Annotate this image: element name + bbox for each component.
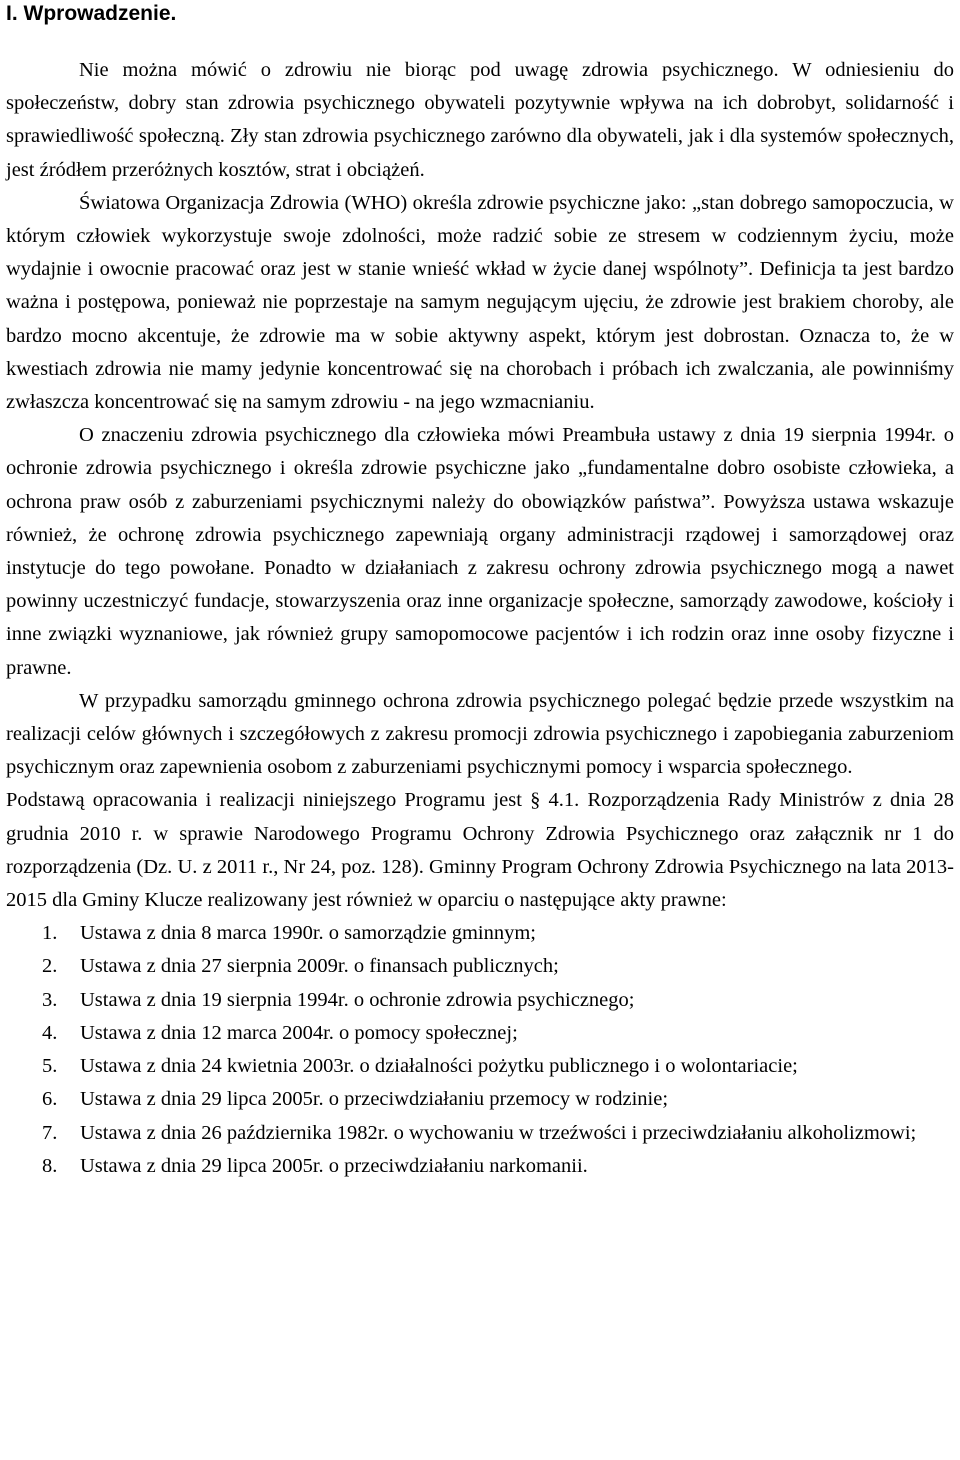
list-item bbox=[6, 1083, 954, 1116]
list-item-number: 6. bbox=[42, 1088, 58, 1111]
list-item bbox=[6, 917, 954, 950]
list-item bbox=[6, 950, 954, 983]
paragraph-legal-basis: Podstawą opracowania i realizacji niniejszego Programu jest § 4.1. Rozporządzenia Rady Ministrów z dnia 28 grudnia 2010 r. w sprawie Narodowego Programu Ochrony Zdrowia Psychicznego oraz załącznik nr 1 do rozporządzenia (Dz. U. z 2011 r., Nr 24, poz. 128). Gminny Program Ochrony Zdrowia Psychicznego na lata 2013-2015 dla Gminy Klucze realizowany jest również w oparciu o następujące akty prawne: bbox=[6, 789, 954, 912]
list-item-number: 4. bbox=[42, 1021, 58, 1044]
list-item bbox=[6, 1150, 954, 1183]
paragraph-who-definition: Światowa Organizacja Zdrowia (WHO) określa zdrowie psychiczne jako: „stan dobrego samopoczucia, w którym człowiek wykorzystuje swoje zdolności, może radzić sobie ze stresem w codziennym życiu, może wydajnie i owocnie pracować oraz jest w stanie wnieść wkład w życie danej wspólnoty”. Definicja ta jest bardzo ważna i postępowa, ponieważ nie poprzestaje na samym negującym ujęciu, że zdrowie jest brakiem choroby, ale bardzo mocno akcentuje, że zdrowie ma w sobie aktywny aspekt, którym jest dobrostan. Oznacza to, że w kwestiach zdrowia nie mamy jedynie koncentrować się na chorobach i próbach ich zwalczania, ale powinniśmy zwłaszcza koncentrować się na samym zdrowiu - na jego wzmacnianiu. bbox=[6, 191, 954, 414]
list-item-text: Ustawa z dnia 26 października 1982r. o wychowaniu w trzeźwości i przeciwdziałaniu alkoholizmowi; bbox=[80, 1121, 917, 1144]
list-item-number: 7. bbox=[42, 1121, 58, 1144]
legal-acts-list bbox=[6, 917, 954, 1183]
list-item-text: Ustawa z dnia 8 marca 1990r. o samorządzie gminnym; bbox=[80, 922, 536, 945]
list-item-text: Ustawa z dnia 29 lipca 2005r. o przeciwdziałaniu narkomanii. bbox=[80, 1154, 588, 1177]
paragraph-intro: Nie można mówić o zdrowiu nie biorąc pod uwagę zdrowia psychicznego. W odniesieniu do społeczeństw, dobry stan zdrowia psychicznego obywateli pozytywnie wpływa na ich dobrobyt, solidarność i sprawiedliwość społeczną. Zły stan zdrowia psychicznego zarówno dla obywateli, jak i dla systemów społecznych, jest źródłem przeróżnych kosztów, strat i obciążeń. bbox=[6, 59, 954, 181]
section-heading: I. Wprowadzenie. bbox=[6, 2, 177, 25]
paragraph-local-government: W przypadku samorządu gminnego ochrona zdrowia psychicznego polegać będzie przede wszystkim na realizacji celów głównych i szczegółowych z zakresu promocji zdrowia psychicznego i zapobiegania zaburzeniom psychicznym oraz zapewnienia osobom z zaburzeniami psychicznymi pomocy i wsparcia społecznego. bbox=[6, 689, 954, 779]
paragraph-preamble: O znaczeniu zdrowia psychicznego dla człowieka mówi Preambuła ustawy z dnia 19 sierpnia 1994r. o ochronie zdrowia psychicznego i określa zdrowie psychiczne jako „fundamentalne dobro osobiste człowieka, a ochrona praw osób z zaburzeniami psychicznymi należy do obowiązków państwa”. Powyższa ustawa wskazuje również, że ochronę zdrowia psychicznego zapewniają organy administracji rządowej i samorządowej oraz instytucje do tego powołane. Ponadto w działaniach z zakresu ochrony zdrowia psychicznego mogą a nawet powinny uczestniczyć fundacje, stowarzyszenia oraz inne organizacje społeczne, samorządy zawodowe, kościoły i inne związki wyznaniowe, jak również grupy samopomocowe pacjentów i ich rodzin oraz inne osoby fizyczne i prawne. bbox=[6, 424, 954, 679]
list-item-text: Ustawa z dnia 12 marca 2004r. o pomocy społecznej; bbox=[80, 1021, 518, 1044]
list-item-number: 5. bbox=[42, 1055, 58, 1078]
list-item bbox=[6, 984, 954, 1017]
list-item-text: Ustawa z dnia 19 sierpnia 1994r. o ochronie zdrowia psychicznego; bbox=[80, 988, 635, 1011]
list-item-text: Ustawa z dnia 29 lipca 2005r. o przeciwdziałaniu przemocy w rodzinie; bbox=[80, 1088, 669, 1111]
list-item bbox=[6, 1050, 954, 1083]
list-item bbox=[6, 1017, 954, 1050]
list-item-number: 3. bbox=[42, 988, 58, 1011]
list-item-text: Ustawa z dnia 24 kwietnia 2003r. o działalności pożytku publicznego i o wolontariacie; bbox=[80, 1055, 798, 1078]
list-item bbox=[6, 1117, 954, 1150]
list-item-number: 1. bbox=[42, 922, 58, 945]
document-page bbox=[6, 0, 954, 1183]
list-item-number: 8. bbox=[42, 1154, 58, 1177]
list-item-number: 2. bbox=[42, 955, 58, 978]
list-item-text: Ustawa z dnia 27 sierpnia 2009r. o finansach publicznych; bbox=[80, 955, 559, 978]
